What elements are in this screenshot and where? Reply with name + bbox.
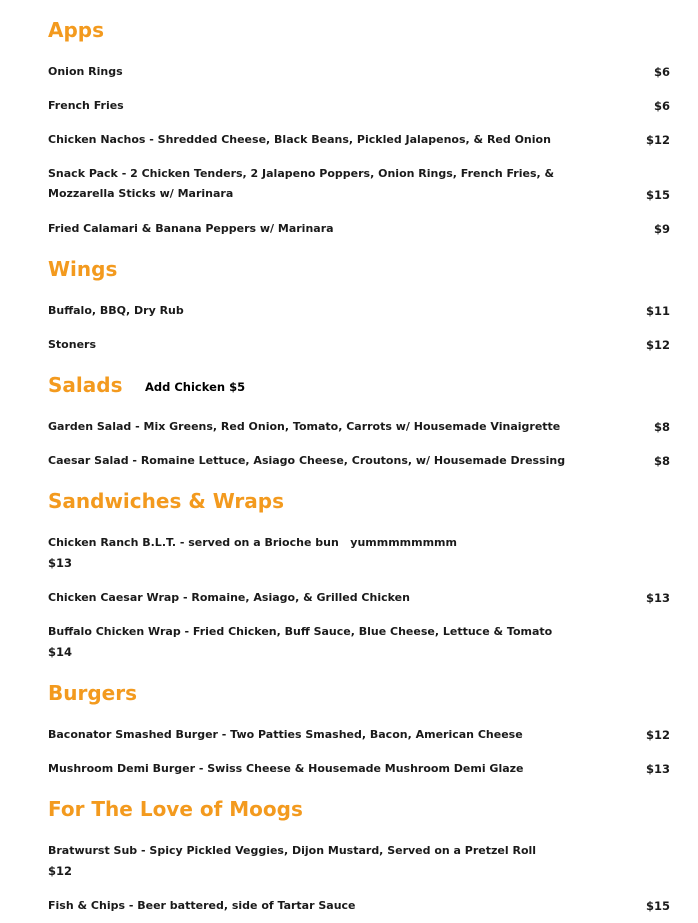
menu-item-garden-salad: Garden Salad - Mix Greens, Red Onion, Tomato, Carrots w/ Housemade Vinaigrette: [48, 420, 561, 433]
menu-item-french-fries: French Fries: [48, 99, 124, 112]
price-mushroom-demi-burger: $13: [645, 762, 670, 776]
section-title-wings: Wings: [48, 257, 118, 281]
menu-item-bratwurst-sub-name: Bratwurst Sub - Spicy Pickled Veggies, Dijon Mustard, Served on a Pretzel Roll: [48, 844, 537, 857]
salads-add-chicken-note: Add Chicken $5: [145, 380, 246, 394]
menu-item-snack-pack: Snack Pack - 2 Chicken Tenders, 2 Jalapeno Poppers, Onion Rings, French Fries, & Mozzarella Sticks w/ Marinara: [48, 167, 555, 200]
menu-item-bratwurst-sub: [48, 841, 608, 881]
price-onion-rings: $6: [653, 65, 670, 79]
menu-item-mushroom-demi-burger: Mushroom Demi Burger - Swiss Cheese & Housemade Mushroom Demi Glaze: [48, 762, 524, 775]
menu-item-chicken-ranch-blt-name: Chicken Ranch B.L.T. - served on a Brioche bun yummmmmmmm: [48, 536, 457, 549]
menu-item-onion-rings: Onion Rings: [48, 65, 123, 78]
menu-item-buffalo-chicken-wrap-name: Buffalo Chicken Wrap - Fried Chicken, Buff Sauce, Blue Cheese, Lettuce & Tomato: [48, 625, 553, 638]
price-baconator-burger: $12: [645, 728, 670, 742]
price-garden-salad: $8: [653, 420, 670, 434]
price-stoners: $12: [645, 338, 670, 352]
price-chicken-caesar-wrap: $13: [645, 591, 670, 605]
menu-item-baconator-burger: Baconator Smashed Burger - Two Patties Smashed, Bacon, American Cheese: [48, 728, 523, 741]
price-fish-and-chips: $15: [645, 899, 670, 913]
price-bratwurst-sub: $12: [48, 864, 73, 878]
section-title-sandwiches-wraps: Sandwiches & Wraps: [48, 489, 285, 513]
menu-item-buffalo-chicken-wrap: [48, 622, 608, 662]
menu-item-caesar-salad: Caesar Salad - Romaine Lettuce, Asiago Cheese, Croutons, w/ Housemade Dressing: [48, 454, 566, 467]
section-title-apps: Apps: [48, 18, 105, 42]
section-title-for-the-love-of-moogs: For The Love of Moogs: [48, 797, 303, 821]
menu-item-chicken-nachos: Chicken Nachos - Shredded Cheese, Black Beans, Pickled Jalapenos, & Red Onion: [48, 133, 551, 146]
price-snack-pack: $15: [645, 188, 670, 202]
section-title-salads: Salads: [48, 373, 123, 397]
price-buffalo-bbq-dry-rub: $11: [645, 304, 670, 318]
menu-item-chicken-caesar-wrap: Chicken Caesar Wrap - Romaine, Asiago, & Grilled Chicken: [48, 591, 410, 604]
section-title-burgers: Burgers: [48, 681, 137, 705]
menu-item-chicken-ranch-blt: [48, 533, 608, 573]
menu-item-fried-calamari: Fried Calamari & Banana Peppers w/ Marinara: [48, 222, 334, 235]
menu-item-stoners: Stoners: [48, 338, 97, 351]
price-caesar-salad: $8: [653, 454, 670, 468]
price-french-fries: $6: [653, 99, 670, 113]
price-fried-calamari: $9: [653, 222, 670, 236]
menu-item-fish-and-chips: Fish & Chips - Beer battered, side of Tartar Sauce: [48, 899, 356, 912]
menu-item-buffalo-bbq-dry-rub: Buffalo, BBQ, Dry Rub: [48, 304, 184, 317]
price-chicken-ranch-blt: $13: [48, 556, 73, 570]
price-chicken-nachos: $12: [645, 133, 670, 147]
price-buffalo-chicken-wrap: $14: [48, 645, 73, 659]
